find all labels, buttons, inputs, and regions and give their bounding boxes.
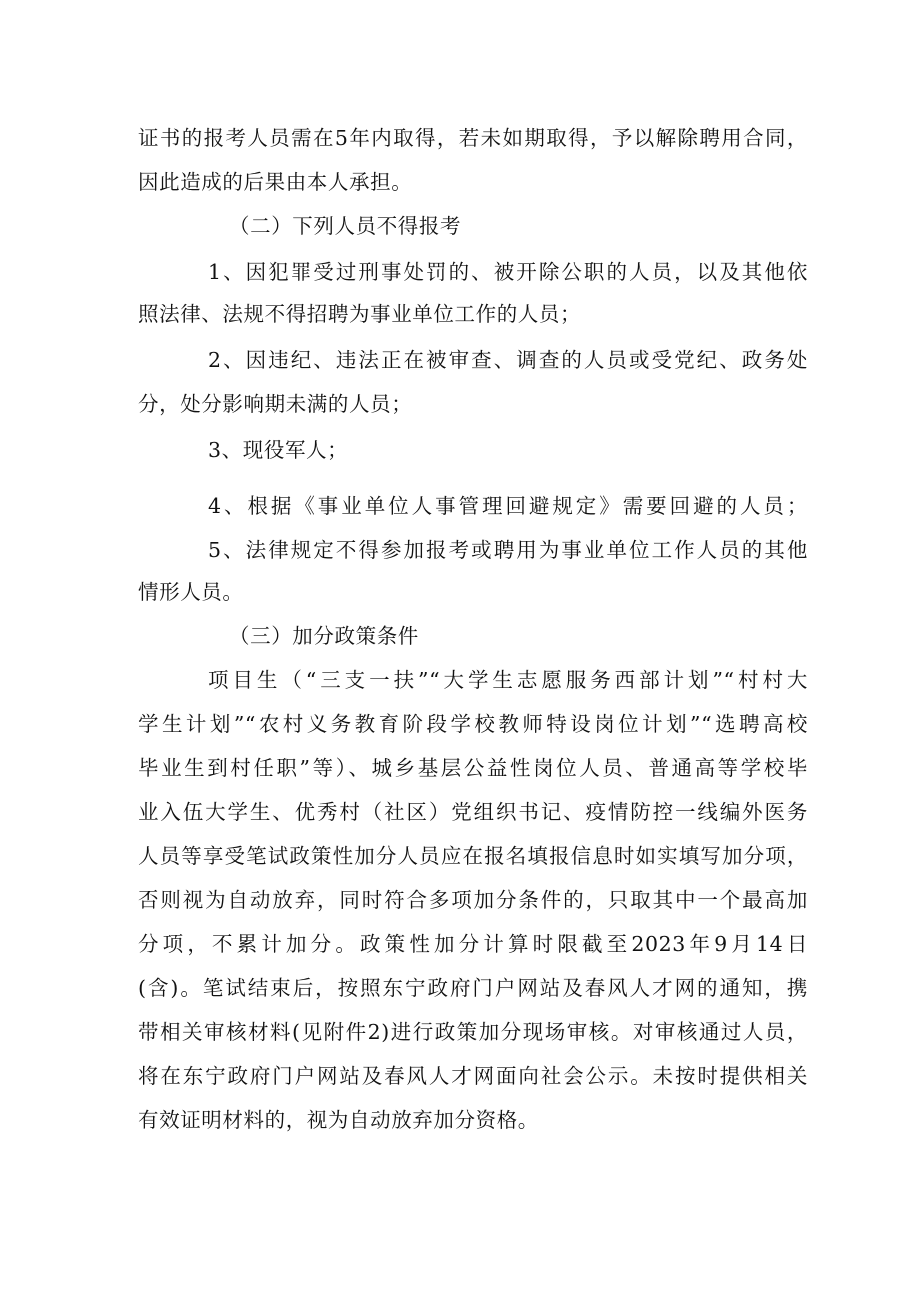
section-heading: （三）加分政策条件 [229, 624, 419, 648]
list-item-line: 分，处分影响期未满的人员； [138, 392, 413, 416]
paragraph-line: 因此造成的后果由本人承担。 [138, 170, 413, 194]
paragraph-line: 毕业生到村任职”等）、城乡基层公益性岗位人员、普通高等学校毕 [138, 756, 808, 780]
list-item-line: 5、法律规定不得参加报考或聘用为事业单位工作人员的其他 [208, 538, 808, 562]
paragraph-line: 业入伍大学生、优秀村（社区）党组织书记、疫情防控一线编外医务 [138, 800, 808, 824]
paragraph-line: 将在东宁政府门户网站及春风人才网面向社会公示。未按时提供相关 [138, 1064, 808, 1088]
list-item-line: 照法律、法规不得招聘为事业单位工作的人员； [138, 302, 582, 326]
list-item-line: 2、因违纪、违法正在被审查、调查的人员或受党纪、政务处 [208, 348, 808, 372]
list-item-line: 1、因犯罪受过刑事处罚的、被开除公职的人员，以及其他依 [208, 260, 808, 284]
paragraph-line: 否则视为自动放弃，同时符合多项加分条件的，只取其中一个最高加 [138, 888, 808, 912]
list-item-line: 4、根据《事业单位人事管理回避规定》需要回避的人员； [208, 494, 808, 518]
paragraph-line: 学生计划”“农村义务教育阶段学校教师特设岗位计划”“选聘高校 [138, 712, 808, 736]
section-heading: （二）下列人员不得报考 [229, 214, 462, 238]
paragraph-line: 分项，不累计加分。政策性加分计算时限截至2023年9月14日 [138, 932, 808, 956]
paragraph-line: 人员等享受笔试政策性加分人员应在报名填报信息时如实填写加分项， [138, 844, 808, 868]
paragraph-line: (含)。笔试结束后，按照东宁政府门户网站及春风人才网的通知，携 [138, 976, 808, 1000]
paragraph-line: 有效证明材料的，视为自动放弃加分资格。 [138, 1108, 539, 1132]
paragraph-line: 项目生（“三支一扶”“大学生志愿服务西部计划”“村村大 [208, 668, 808, 692]
list-item-line: 3、现役军人； [208, 438, 349, 462]
paragraph-line: 证书的报考人员需在5年内取得，若未如期取得，予以解除聘用合同， [138, 126, 808, 150]
paragraph-line: 带相关审核材料(见附件2)进行政策加分现场审核。对审核通过人员， [138, 1020, 808, 1044]
list-item-line: 情形人员。 [138, 580, 244, 604]
